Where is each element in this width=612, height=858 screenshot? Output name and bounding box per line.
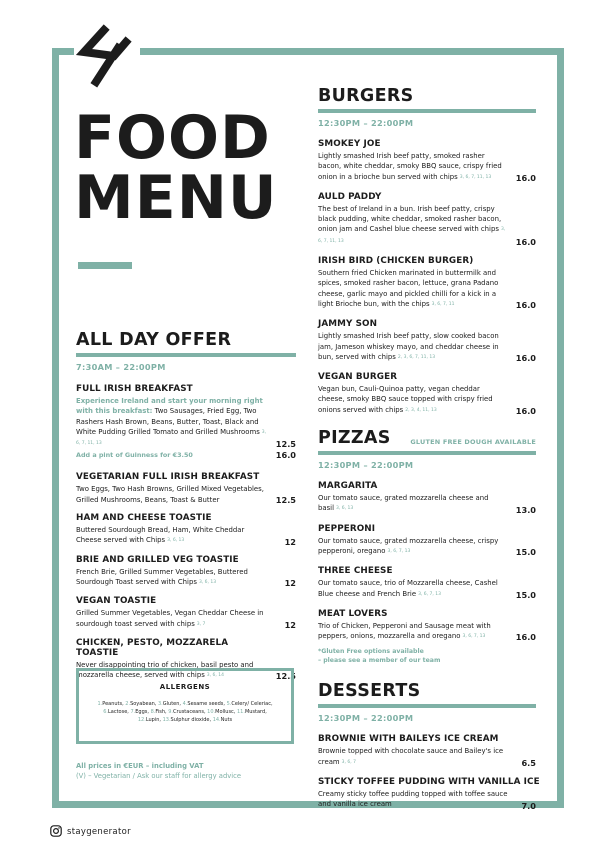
allergen-name: Nuts	[220, 717, 233, 723]
item-desc-text: Brownie topped with chocolate sauce and Bailey's ice cream	[318, 747, 504, 766]
item-name: HAM AND CHEESE TOASTIE	[76, 513, 212, 524]
burgers-section	[318, 86, 536, 416]
allergen-name: Lactose,	[108, 709, 131, 715]
item-name: STICKY TOFFEE PUDDING WITH VANILLA ICE	[318, 777, 540, 788]
item-desc-text: Two Eggs, Two Hash Browns, Grilled Mixed Vegetables, Grilled Mushrooms, Beans, Toast & Butter	[76, 485, 264, 504]
item-name: PEPPERONI	[318, 523, 376, 534]
menu-item	[318, 524, 536, 558]
addon-price: 16.0	[275, 450, 296, 461]
item-description	[318, 621, 508, 643]
allergen-codes: 3, 6, 7, 11, 13	[459, 174, 492, 180]
price-footnote	[76, 762, 296, 781]
menu-item	[318, 481, 536, 515]
allergen-number: 10.	[207, 709, 216, 715]
section-heading-burgers: BURGERS	[318, 86, 536, 113]
menu-item	[318, 734, 536, 768]
item-description	[318, 268, 508, 310]
item-price: 13.0	[515, 504, 536, 515]
item-description	[76, 525, 268, 547]
menu-item	[318, 777, 540, 811]
item-desc-text: Our tomato sauce, trio of Mozzarella cheese, Cashel Blue cheese and French Brie	[318, 579, 498, 598]
title-line-menu: MENU	[74, 163, 278, 233]
section-time: 12:30PM – 22:00PM	[318, 713, 414, 724]
title-accent-bar	[78, 262, 132, 269]
item-description	[318, 204, 508, 247]
allergen-codes: 3, 6, 7, 11, 13	[318, 227, 506, 244]
allergen-name: Fish,	[155, 709, 169, 715]
item-name: THREE CHEESE	[318, 566, 393, 577]
item-name: MARGARITA	[318, 481, 378, 492]
gluten-free-note: GLUTEN FREE DOUGH AVAILABLE	[410, 438, 536, 447]
allergen-codes: 3, 6, 7, 13	[393, 802, 417, 808]
item-desc-text: French Brie, Grilled Summer Vegetables, Buttered Sourdough Toast served with Chips	[76, 567, 248, 586]
desserts-section	[318, 681, 540, 811]
item-desc-text: Creamy sticky toffee pudding topped with toffee sauce and vanilla ice cream	[318, 790, 508, 809]
pizza-gf-options	[318, 648, 536, 665]
item-price: 12	[284, 578, 296, 589]
item-name: FULL IRISH BREAKFAST	[76, 384, 193, 394]
allergens-box	[76, 668, 294, 744]
allergen-name: Celery/ Celeriac,	[231, 701, 273, 707]
item-description	[318, 331, 508, 363]
allergen-codes: 3, 7	[196, 621, 206, 627]
guinness-addon	[76, 451, 296, 459]
vat-note: All prices in €EUR – including VAT	[76, 762, 204, 770]
social-handle[interactable]	[50, 822, 131, 841]
allergen-number: 5.	[226, 701, 232, 707]
item-name: BROWNIE WITH BAILEYS ICE CREAM	[318, 734, 499, 745]
allergen-name: Sesame seeds,	[187, 701, 227, 707]
section-heading-pizzas: PIZZAS	[318, 428, 391, 449]
item-name: MEAT LOVERS	[318, 608, 388, 619]
allergen-name: Lupin,	[145, 717, 163, 723]
item-desc-text: Our tomato sauce, grated mozzarella cheese, crispy pepperoni, oregano	[318, 536, 499, 555]
allergen-name: Mollusc,	[215, 709, 237, 715]
item-price: 12.5	[275, 495, 296, 506]
item-name: BRIE AND GRILLED VEG TOASTIE	[76, 554, 239, 565]
item-name: VEGAN BURGER	[318, 372, 398, 383]
menu-item	[76, 513, 296, 547]
allergen-codes: 3, 6, 13	[198, 579, 217, 585]
allergen-number: 13.	[162, 717, 171, 723]
item-desc-text: Trio of Chicken, Pepperoni and Sausage meat with peppers, onions, mozzarella and oregano	[318, 621, 491, 641]
allergen-number: 1.	[97, 701, 103, 707]
item-description	[318, 578, 508, 600]
item-desc-text: Buttered Sourdough Bread, Ham, White Cheddar Cheese served with Chips	[76, 526, 245, 545]
item-desc-text: Grilled Summer Vegetables, Vegan Cheddar Cheese in sourdough toast served with chips	[76, 609, 264, 628]
item-desc-text: Our tomato sauce, grated mozzarella cheese and basil	[318, 494, 489, 513]
allergen-number: 3.	[158, 701, 163, 707]
menu-item	[76, 384, 296, 449]
generator-logo	[74, 24, 140, 88]
item-price: 16.0	[515, 237, 536, 248]
menu-item	[318, 319, 536, 363]
section-heading-all-day: ALL DAY OFFER	[76, 330, 296, 357]
gf-staff-note: – please see a member of our team	[318, 656, 441, 664]
gf-options-note: *Gluten Free options available	[318, 648, 424, 656]
menu-item	[76, 596, 296, 630]
allergen-codes: 2, 3, 6, 7, 11, 13	[397, 354, 436, 360]
item-price: 7.0	[521, 800, 536, 811]
item-name: IRISH BIRD (CHICKEN BURGER)	[318, 256, 474, 267]
menu-item	[318, 372, 536, 416]
item-price: 6.5	[521, 758, 536, 769]
menu-title	[74, 103, 278, 233]
item-description	[318, 151, 508, 183]
item-price: 12	[284, 619, 296, 630]
instagram-icon	[50, 822, 62, 841]
allergen-codes: 3, 6, 7, 11	[431, 301, 455, 307]
allergens-title: ALLERGENS	[159, 683, 211, 691]
item-description	[76, 608, 268, 630]
allergen-name: Crustaceans,	[172, 709, 208, 715]
item-desc-text: Lightly smashed Irish beef patty, slow cooked bacon jam, Jameson whiskey mayo, and cheddar cheese in bun, served with chips	[318, 332, 499, 361]
item-price: 12	[284, 536, 296, 547]
right-column	[318, 86, 540, 811]
allergen-number: 11.	[236, 709, 245, 715]
allergen-codes: 3, 6, 13	[167, 538, 185, 544]
item-price: 16.0	[515, 353, 536, 364]
allergen-number: 6.	[103, 709, 108, 715]
section-time: 12:30PM – 22:00PM	[318, 118, 414, 128]
item-price: 12.5	[275, 671, 296, 682]
menu-item	[318, 609, 536, 643]
instagram-handle[interactable]: staygenerator	[67, 826, 131, 837]
menu-item	[76, 555, 296, 589]
allergen-codes: 3, 6, 13	[336, 506, 354, 512]
allergen-codes: 3, 6, 7, 13	[462, 634, 486, 640]
item-price: 15.0	[515, 547, 536, 558]
section-time: 7:30AM – 22:00PM	[76, 362, 166, 372]
allergen-number: 8.	[150, 709, 156, 715]
item-desc-text: Two Sausages, Fried Egg, Two Rashers Hash Brown, Beans, Butter, Toast, Black and White Pudding Grilled Tomato and Grilled Mushrooms	[76, 407, 260, 436]
section-time: 12:30PM – 22:00PM	[318, 460, 414, 471]
item-desc-text: The best of Ireland in a bun. Irish beef patty, crispy black pudding, white cheddar, smoked rasher bacon, onion jam and Cashel blue cheese served with chips	[318, 204, 502, 234]
item-description	[318, 746, 508, 768]
item-price: 15.0	[515, 589, 536, 600]
allergen-codes: 3, 6, 7, 13	[387, 548, 411, 554]
item-description	[76, 396, 268, 449]
allergen-codes: 3, 6, 7, 11, 13	[76, 429, 267, 447]
allergen-number: 7.	[130, 709, 136, 715]
pizzas-section	[318, 428, 536, 665]
allergen-number: 9.	[168, 709, 173, 715]
item-price: 16.0	[515, 632, 536, 643]
allergen-number: 12.	[137, 717, 146, 723]
allergens-list	[91, 700, 279, 724]
item-price: 16.0	[515, 172, 536, 183]
item-description	[318, 536, 508, 558]
pizzas-heading-row	[318, 428, 536, 455]
menu-item	[318, 566, 536, 600]
item-name: AULD PADDY	[318, 191, 382, 202]
allergen-number: 14.	[212, 717, 221, 723]
allergen-name: Eggs,	[135, 709, 151, 715]
menu-item	[318, 139, 536, 183]
item-name: VEGETARIAN FULL IRISH BREAKFAST	[76, 472, 260, 483]
item-description	[318, 493, 508, 515]
allergen-codes: 2, 3, 4, 11, 13	[405, 407, 437, 413]
item-name: CHICKEN, PESTO, MOZZARELA TOASTIE	[76, 637, 229, 658]
item-price: 16.0	[515, 300, 536, 311]
item-description	[76, 484, 268, 505]
item-name: VEGAN TOASTIE	[76, 596, 157, 607]
allergen-codes: 3, 6, 7	[341, 759, 356, 765]
all-day-section	[76, 330, 296, 681]
item-highlight: Experience Ireland and start your morning right with this breakfast:	[76, 397, 263, 416]
item-name: JAMMY SON	[318, 319, 378, 330]
item-price: 12.5	[275, 439, 296, 450]
item-name: SMOKEY JOE	[318, 139, 381, 149]
allergen-codes: 3, 6, 14	[206, 673, 224, 679]
item-desc-text: Never disappointing trio of chicken, basil pesto and mozzarella cheese, served with chips	[76, 660, 254, 680]
menu-item	[76, 472, 296, 505]
item-description	[318, 789, 508, 811]
allergen-name: Mustard,	[244, 709, 267, 715]
menu-item	[318, 256, 536, 310]
title-line-food: FOOD	[74, 103, 271, 173]
section-heading-desserts: DESSERTS	[318, 681, 536, 708]
vegetarian-note: (V) – Vegetarian / Ask our staff for allergy advice	[76, 771, 242, 780]
allergen-name: Soyabean,	[130, 701, 158, 707]
allergen-name: Gluten,	[162, 701, 183, 707]
allergen-number: 4.	[182, 701, 188, 707]
item-desc-text: Vegan bun, Cauli-Quinoa patty, vegan cheddar cheese, smoky BBQ sauce topped with crispy fried onions served with chips	[318, 385, 493, 414]
item-desc-text: Southern fried Chicken marinated in buttermilk and spices, smoked rasher bacon, lettuce, grana Padano cheese, garlic mayo and pickled chilli for a kick in a light Brioche bun, with the chips	[318, 269, 499, 308]
item-description	[76, 567, 268, 589]
menu-item	[318, 192, 536, 247]
item-description	[318, 384, 508, 416]
item-desc-text: Lightly smashed Irish beef patty, smoked rasher bacon, white cheddar, smoky BBQ sauce, crispy fried onion in a brioche bun served with chips	[318, 152, 502, 181]
allergen-codes: 3, 6, 7, 13	[418, 591, 441, 597]
addon-text: Add a pint of Guinness for €3.50	[76, 451, 193, 460]
allergen-number: 2.	[125, 701, 131, 707]
allergen-name: Peanuts,	[102, 701, 126, 707]
item-price: 16.0	[515, 406, 536, 417]
allergen-name: Sulphur dioxide,	[170, 717, 213, 723]
